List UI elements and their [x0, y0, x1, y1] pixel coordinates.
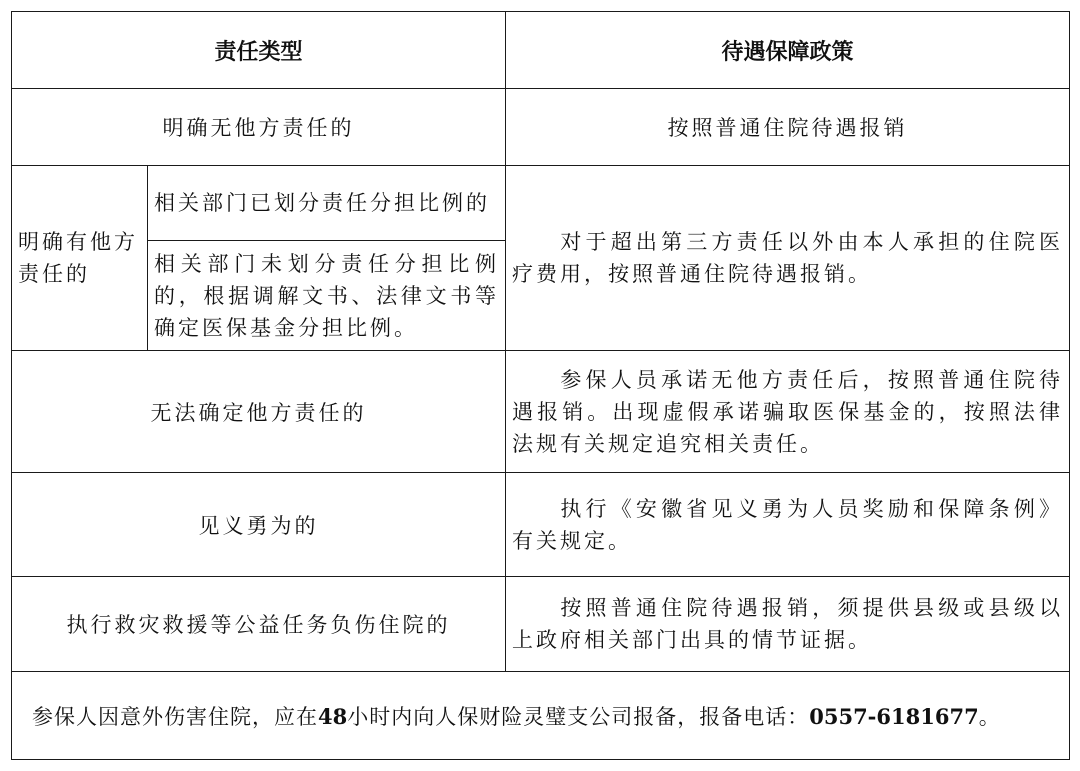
- type-bravery: 见义勇为的: [12, 473, 506, 577]
- table-row: [12, 89, 1070, 166]
- table-row: [12, 351, 1070, 473]
- policy-unable-determine: 参保人员承诺无他方责任后，按照普通住院待遇报销。出现虚假承诺骗取医保基金的，按照法律法规有关规定追究相关责任。: [506, 351, 1070, 473]
- footer-text-3: 。: [978, 704, 1001, 729]
- policy-clear-no-other: 按照普通住院待遇报销: [506, 89, 1070, 166]
- table-row: [12, 473, 1070, 577]
- policy-clear-other: 对于超出第三方责任以外由本人承担的住院医疗费用，按照普通住院待遇报销。: [506, 166, 1070, 351]
- type-rescue: 执行救灾救援等公益任务负伤住院的: [12, 577, 506, 672]
- footer-text-2: 小时内向人保财险灵璧支公司报备，报备电话：: [347, 704, 810, 729]
- table-row: [12, 577, 1070, 672]
- sub-type-ratio-undivided: 相关部门未划分责任分担比例的，根据调解文书、法律文书等确定医保基金分担比例。: [148, 241, 506, 351]
- footer-text-1: 参保人因意外伤害住院，应在: [32, 704, 318, 729]
- header-benefit-policy: 待遇保障政策: [506, 12, 1070, 89]
- header-liability-type: 责任类型: [12, 12, 506, 89]
- sub-type-ratio-divided: 相关部门已划分责任分担比例的: [148, 166, 506, 241]
- footer-hours: 48: [318, 703, 348, 729]
- header-row: [12, 12, 1070, 89]
- type-clear-no-other: 明确无他方责任的: [12, 89, 506, 166]
- table-row: [12, 166, 1070, 241]
- policy-rescue: 按照普通住院待遇报销，须提供县级或县级以上政府相关部门出具的情节证据。: [506, 577, 1070, 672]
- policy-table: [11, 11, 1070, 760]
- footer-note: [12, 672, 1070, 760]
- policy-bravery: 执行《安徽省见义勇为人员奖励和保障条例》有关规定。: [506, 473, 1070, 577]
- footer-row: [12, 672, 1070, 760]
- type-clear-other: 明确有他方责任的: [12, 166, 148, 351]
- type-unable-determine: 无法确定他方责任的: [12, 351, 506, 473]
- footer-phone: 0557-6181677: [809, 703, 979, 729]
